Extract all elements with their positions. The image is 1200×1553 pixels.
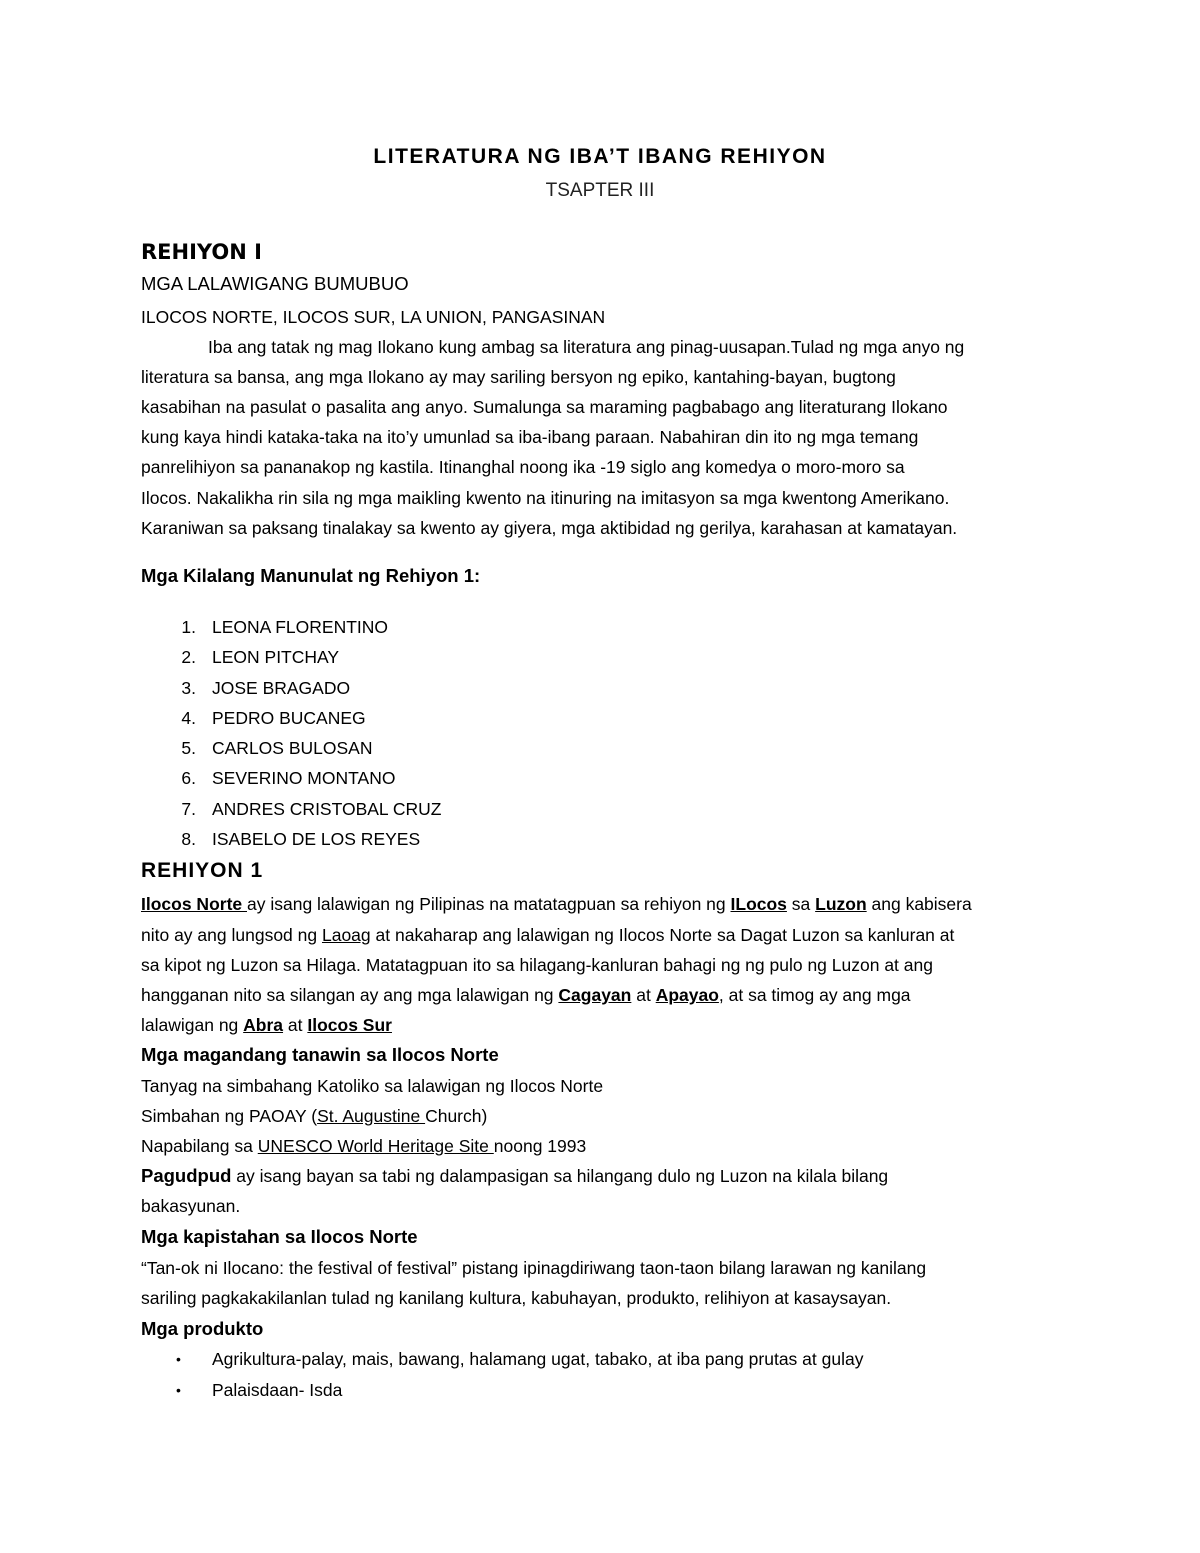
paragraph-line	[141, 1105, 487, 1127]
writer-name: JOSE BRAGADO	[212, 678, 351, 698]
link-ilocos[interactable]: ILocos	[730, 894, 787, 914]
list-number: 5.	[181, 738, 196, 758]
text-span: noong 1993	[493, 1136, 587, 1156]
link-luzon[interactable]: Luzon	[815, 894, 867, 914]
bullet-icon: •	[176, 1382, 181, 1398]
writer-name: ANDRES CRISTOBAL CRUZ	[212, 799, 442, 819]
paragraph-line: kasabihan na pasulat o pasalita ang anyo. Sumalunga sa maraming pagbabago ang literaturang Ilokano	[141, 397, 948, 417]
text-span: Church)	[425, 1106, 488, 1126]
text-span: , at sa timog ay ang mga	[718, 985, 911, 1005]
paragraph-line: sa kipot ng Luzon sa Hilaga. Matatagpuan ito sa hilagang-kanluran bahagi ng ng pulo ng Luzon at ang	[141, 955, 933, 975]
link-cagayan[interactable]: Cagayan	[558, 985, 632, 1005]
writer-name: CARLOS BULOSAN	[212, 738, 373, 758]
text-span: at	[283, 1015, 308, 1035]
paragraph-line	[141, 1135, 586, 1157]
writers-heading: Mga Kilalang Manunulat ng Rehiyon 1:	[141, 565, 481, 586]
text-span: lalawigan ng	[141, 1015, 244, 1035]
pagudpud-term: Pagudpud	[141, 1165, 232, 1186]
tanawin-heading: Mga magandang tanawin sa Ilocos Norte	[141, 1044, 499, 1065]
document-title: LITERATURA NG IBA’T IBANG REHIYON	[373, 145, 827, 168]
paragraph-line: literatura sa bansa, ang mga Ilokano ay may sariling bersyon ng epiko, kantahing-bayan, bugtong	[141, 367, 896, 387]
text-span: ay isang lalawigan ng Pilipinas na matatagpuan sa rehiyon ng	[247, 894, 731, 914]
list-number: 2.	[181, 647, 196, 667]
produkto-heading: Mga produkto	[141, 1318, 264, 1339]
text-span: at	[631, 985, 656, 1005]
writer-name: ISABELO DE LOS REYES	[212, 829, 421, 849]
paragraph-line	[141, 1014, 392, 1036]
list-number: 4.	[181, 708, 196, 728]
paragraph-line: panrelihiyon sa pananakop ng kastila. Itinanghal noong ika -19 siglo ang komedya o moro-moro sa	[141, 457, 905, 477]
paragraph-line: Karaniwan sa paksang tinalakay sa kwento ay giyera, mga aktibidad ng gerilya, karahasan at kamatayan.	[141, 518, 958, 538]
paragraph-line: Iba ang tatak ng mag Ilokano kung ambag sa literatura ang pinag-uusapan.Tulad ng mga anyo ng	[208, 337, 965, 357]
list-number: 6.	[181, 768, 196, 788]
paragraph-line	[141, 984, 911, 1006]
link-abra[interactable]: Abra	[243, 1015, 284, 1035]
link-ilocos-sur[interactable]: Ilocos Sur	[307, 1015, 392, 1035]
list-number: 7.	[181, 799, 196, 819]
paragraph-line: “Tan-ok ni Ilocano: the festival of festival” pistang ipinagdiriwang taon-taon bilang larawan ng kanilang	[141, 1258, 927, 1278]
text-span: hangganan nito sa silangan ay ang mga lalawigan ng	[141, 985, 559, 1005]
section-heading-rehiyon-i: REHIYON I	[141, 240, 262, 264]
paragraph-line	[141, 924, 954, 946]
link-unesco[interactable]: UNESCO World Heritage Site	[257, 1136, 494, 1156]
paragraph-line: sariling pagkakakilanlan tulad ng kanilang kultura, kabuhayan, produkto, relihiyon at kasaysayan.	[141, 1288, 892, 1308]
writer-name: SEVERINO MONTANO	[212, 768, 396, 788]
paragraph-line: Ilocos. Nakalikha rin sila ng mga maikling kwento na itinuring na imitasyon sa mga kwentong Amerikano.	[141, 488, 950, 508]
kapistahan-heading: Mga kapistahan sa Ilocos Norte	[141, 1226, 418, 1247]
paragraph-line	[141, 1165, 888, 1187]
section-heading-rehiyon-1: REHIYON 1	[141, 859, 264, 882]
link-st-augustine[interactable]: St. Augustine	[317, 1106, 426, 1126]
paragraph-line: kung kaya hindi kataka-taka na ito’y umunlad sa iba-ibang paraan. Nabahiran din ito ng mga temang	[141, 427, 919, 447]
writer-name: PEDRO BUCANEG	[212, 708, 366, 728]
list-number: 1.	[181, 617, 196, 637]
provinces-subheading: MGA LALAWIGANG BUMUBUO	[141, 273, 409, 294]
text-span: Simbahan ng PAOAY (	[141, 1106, 318, 1126]
document-subtitle: TSAPTER III	[545, 180, 655, 201]
produkto-item: Agrikultura-palay, mais, bawang, halamang ugat, tabako, at iba pang prutas at gulay	[212, 1349, 864, 1369]
writer-name: LEONA FLORENTINO	[212, 617, 389, 637]
produkto-item: Palaisdaan- Isda	[212, 1380, 343, 1400]
text-span: ang kabisera	[866, 894, 972, 914]
link-ilocos-norte[interactable]: Ilocos Norte	[141, 894, 247, 914]
text-span: sa	[786, 894, 816, 914]
list-number: 8.	[181, 829, 196, 849]
text-span: Napabilang sa	[141, 1136, 258, 1156]
link-apayao[interactable]: Apayao	[655, 985, 719, 1005]
text-span: nito ay ang lungsod ng	[141, 925, 322, 945]
text-span: ay isang bayan sa tabi ng dalampasigan sa hilangang dulo ng Luzon na kilala bilang	[231, 1166, 889, 1186]
list-number: 3.	[181, 678, 196, 698]
writer-name: LEON PITCHAY	[212, 647, 340, 667]
bullet-icon: •	[176, 1351, 181, 1367]
text-span: at nakaharap ang lalawigan ng Ilocos Norte sa Dagat Luzon sa kanluran at	[370, 925, 955, 945]
provinces-list: ILOCOS NORTE, ILOCOS SUR, LA UNION, PANGASINAN	[141, 307, 606, 327]
paragraph-line: bakasyunan.	[141, 1196, 241, 1216]
paragraph-line: Tanyag na simbahang Katoliko sa lalawigan ng Ilocos Norte	[141, 1076, 604, 1096]
paragraph-line	[141, 893, 972, 915]
link-laoag[interactable]: Laoag	[321, 925, 371, 945]
